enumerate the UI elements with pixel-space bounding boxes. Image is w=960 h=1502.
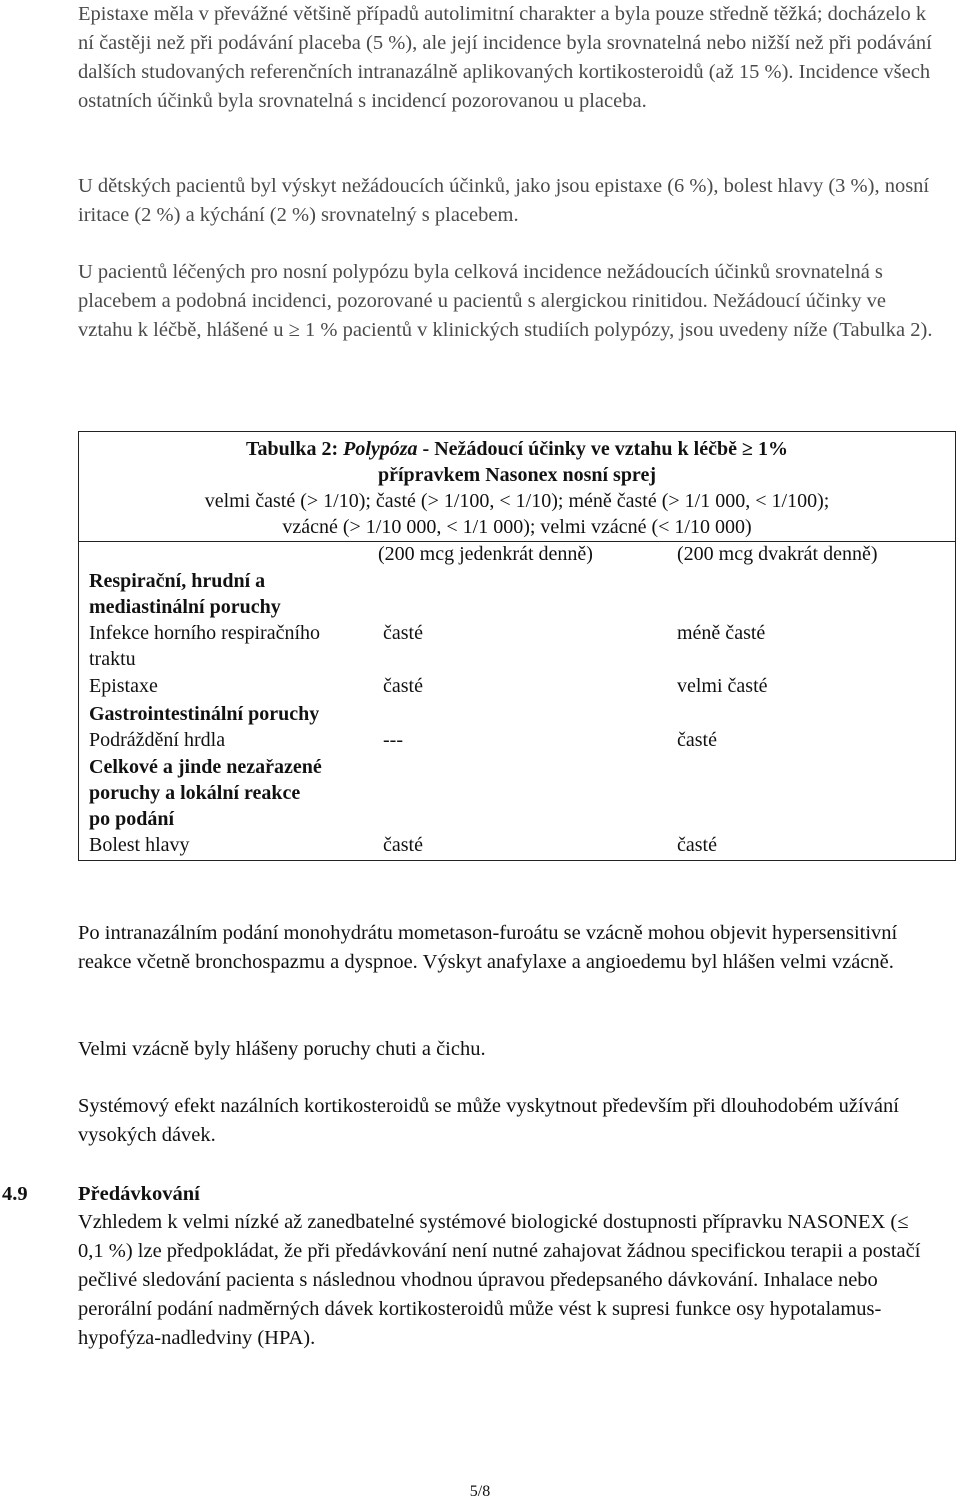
table-caption: [79, 436, 955, 462]
row-throat-once-daily: ---: [383, 729, 403, 751]
paragraph-overdose-text-b: 0,1 %) lze předpokládat, že při předávkování není nutné zahajovat žádnou specifickou terapii a postačí pečlivé sledování pacienta s následnou vhodnou úpravou předepsaného dávkování. Inhalace nebo perorální podání nadměrných dávek kortikosteroidů může vést k supresi funkce osy hypotalamus-hypofýza-nadledviny (HPA).: [78, 1240, 921, 1349]
row-uri-label-line1: Infekce horního respiračního: [89, 622, 321, 644]
adverse-effects-table: [78, 431, 956, 861]
section-number: 4.9: [2, 1183, 28, 1205]
paragraph-polyposis-text-b: 1 % pacientů v klinických studiích polypózy, jsou uvedeny níže (Tabulka 2).: [305, 319, 933, 341]
paragraph-overdose: [78, 1208, 938, 1353]
frequency-legend-line1: velmi časté (> 1/10); časté (> 1/100, < 1/10); méně časté (> 1/1 000, < 1/100);: [204, 490, 830, 512]
table-caption-end: 1%: [752, 438, 788, 460]
column-header-once-daily: (200 mcg jedenkrát denně): [378, 543, 593, 565]
section-title: Předávkování: [78, 1183, 200, 1205]
paragraph-taste-smell: Velmi vzácně byly hlášeny poruchy chuti a čichu.: [78, 1038, 486, 1060]
row-headache-twice-daily: časté: [677, 834, 717, 856]
group-general-line2: poruchy a lokální reakce: [89, 782, 301, 804]
page-number: 5/8: [469, 1483, 491, 1500]
table-caption-italic: Polypóza: [343, 438, 418, 460]
group-respiratory-line1: Respirační, hrudní a: [89, 570, 266, 592]
group-general-line1: Celkové a jinde nezařazené: [89, 756, 322, 778]
row-uri-once-daily: časté: [383, 622, 423, 644]
group-general-line3: po podání: [89, 808, 175, 830]
row-headache-once-daily: časté: [383, 834, 423, 856]
table-caption-rest: - Nežádoucí účinky ve vztahu k léčbě: [417, 438, 742, 460]
row-throat-label: Podráždění hrdla: [89, 729, 226, 751]
paragraph-hypersensitivity: Po intranazálním podání monohydrátu mometason-furoátu se vzácně mohou objevit hypersensitivní reakce včetně bronchospazmu a dyspnoe. Výskyt anafylaxe a angioedemu byl hlášen velmi vzácně.: [78, 922, 898, 973]
row-uri-twice-daily: méně časté: [677, 622, 766, 644]
row-epistaxe-label: Epistaxe: [89, 675, 158, 697]
frequency-legend-line2: vzácné (> 1/10 000, < 1/1 000); velmi vzácné (< 1/10 000): [282, 516, 752, 538]
row-throat-twice-daily: časté: [677, 729, 717, 751]
row-epistaxe-twice-daily: velmi časté: [677, 675, 768, 697]
row-epistaxe-once-daily: časté: [383, 675, 423, 697]
paragraph-polyposis-text-a: U pacientů léčených pro nosní polypózu byla celková incidence nežádoucích účinků srovnatelná s placebem a podobná incidenci, pozorované u pacientů s alergickou rinitidou. Nežádoucí účinky ve vztahu k léčbě, hlášené u: [78, 261, 886, 341]
group-gastrointestinal: Gastrointestinální poruchy: [89, 703, 320, 725]
paragraph-overdose-text-a: Vzhledem k velmi nízké až zanedbatelné systémové biologické dostupnosti přípravku NASONEX (: [78, 1211, 898, 1233]
table-caption-ge: ≥: [741, 438, 753, 460]
paragraph-pediatric: U dětských pacientů byl výskyt nežádoucích účinků, jako jsou epistaxe (6 %), bolest hlavy (3 %), nosní iritace (2 %) a kýchání (2 %) srovnatelný s placebem.: [78, 175, 930, 226]
greater-equal-symbol: ≥: [288, 319, 300, 341]
paragraph-epistaxe: Epistaxe měla v převážné většině případů autolimitní charakter a byla pouze středně těžká; docházelo k ní častěji než při podávání placeba (5 %), ale její incidence byla srovnatelná nebo nižší než při podávání dalších studovaných referenčních intranazálně aplikovaných kortikosteroidů (až 15 %). Incidence všech ostatních účinků byla srovnatelná s incidencí pozorovanou u placeba.: [78, 3, 932, 112]
row-uri-label-line2: traktu: [89, 648, 136, 670]
table-caption-prefix: Tabulka 2:: [246, 438, 344, 460]
row-headache-label: Bolest hlavy: [89, 834, 190, 856]
group-respiratory-line2: mediastinální poruchy: [89, 596, 281, 618]
paragraph-systemic-effect: Systémový efekt nazálních kortikosteroidů se může vyskytnout především při dlouhodobém užívání vysokých dávek.: [78, 1095, 899, 1146]
paragraph-polyposis: [78, 258, 938, 345]
column-header-twice-daily: (200 mcg dvakrát denně): [677, 543, 878, 565]
table-caption-line2: přípravkem Nasonex nosní sprej: [378, 464, 656, 486]
less-equal-symbol: ≤: [897, 1211, 909, 1233]
